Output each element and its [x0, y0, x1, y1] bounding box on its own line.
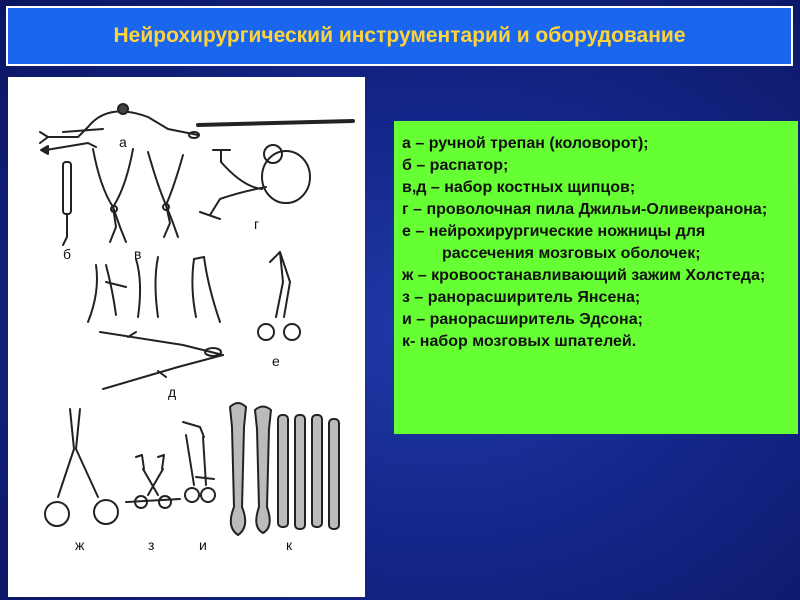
label-a: а [119, 134, 127, 150]
halsted-clamp-drawing [45, 409, 118, 526]
dura-scissors-drawing [258, 252, 300, 340]
legend-item-g: г – проволочная пила Джильи-Оливекранона; [402, 201, 768, 218]
label-g: г [254, 216, 260, 232]
brain-spatulas-drawing [230, 403, 339, 535]
label-k: к [286, 537, 293, 553]
jansen-retractor-drawing [126, 455, 180, 508]
bone-rongeur-pair-drawing [93, 149, 183, 242]
label-v: в [134, 246, 142, 262]
legend-item-i: и – ранорасширитель Эдсона; [402, 311, 643, 328]
label-e: е [272, 353, 280, 369]
legend-item-e: е – нейрохирургические ножницы для рассечения мозговых оболочек; [402, 223, 706, 262]
gigli-saw-drawing [200, 145, 310, 219]
legend-box [394, 121, 798, 434]
instruments-drawing [8, 77, 365, 597]
label-b: б [63, 246, 72, 262]
legend-item-z: з – ранорасширитель Янсена; [402, 289, 641, 306]
slide-title: Нейрохирургический инструментарий и оборудование [113, 24, 686, 47]
label-d: д [168, 384, 177, 400]
label-z: з [148, 537, 155, 553]
legend-item-a: а – ручной трепан (коловорот); [402, 135, 649, 152]
instruments-illustration [8, 77, 365, 597]
legend-item-zh: ж – кровоостанавливающий зажим Холстеда; [402, 267, 766, 284]
label-zh: ж [75, 537, 85, 553]
legend-item-b: б – распатор; [402, 157, 509, 174]
legend-item-v-d: в,д – набор костных щипцов; [402, 179, 636, 196]
bone-forceps-set-drawing [88, 257, 223, 389]
raspatory-drawing [63, 162, 71, 245]
label-i: и [199, 537, 207, 553]
trephine-brace-drawing [40, 104, 353, 154]
adson-retractor-drawing [183, 422, 215, 502]
title-banner [6, 6, 793, 66]
legend-item-k: к- набор мозговых шпателей. [402, 333, 637, 350]
